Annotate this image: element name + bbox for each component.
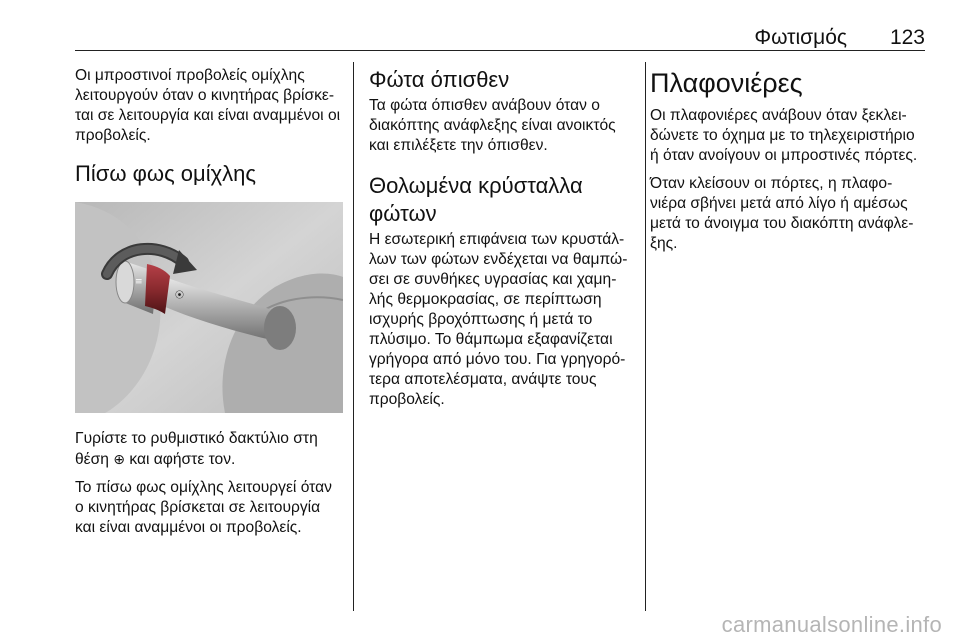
courtesy-lights-text-2: Όταν κλείσουν οι πόρτες, η πλαφο-νιέρα σβήνει μετά από λίγο ή αμέσως μετά το άνοιγμα του διακόπτη ανάφλε-ξης. [650,175,914,252]
watermark: carmanualsonline.info [721,612,942,637]
svg-text:⦿: ⦿ [175,291,185,301]
rear-fog-figure [75,202,343,413]
column-3 [650,66,926,254]
front-fog-intro: Οι μπροστινοί προβολείς ομίχλης λειτουργούν όταν ο κινητήρας βρίσκε-ται σε λειτουργία και είναι αναμμένοι οι προβολείς. [75,67,341,144]
section-title: Φωτισμός [754,26,847,49]
courtesy-lights-heading: Πλαφονιέρες [650,68,803,98]
page-number: 123 [889,26,925,49]
rear-fog-lamp-stalk-icon [75,202,343,413]
rear-fog-body: Το πίσω φως ομίχλης λειτουργεί όταν ο κινητήρας βρίσκεται σε λειτουργία και είναι αναμμένοι οι προβολείς. [75,479,332,536]
page-header [75,26,925,50]
rear-fog-instruction: Γυρίστε το ρυθμιστικό δακτύλιο στη θέση ⊕ και αφήστε τον. [75,430,318,468]
column-1 [75,66,343,538]
reversing-lights-heading: Φώτα όπισθεν [369,67,510,92]
header-rule [75,50,925,51]
fogged-lenses-heading: Θολωμένα κρύσταλλα φώτων [369,173,583,226]
svg-text:≡: ≡ [135,277,143,287]
column-divider-1 [353,62,354,611]
column-divider-2 [645,62,646,611]
rear-fog-heading: Πίσω φως ομίχλης [75,161,256,186]
reversing-lights-text: Τα φώτα όπισθεν ανάβουν όταν ο διακόπτης ανάφλεξης είναι ανοικτός και επιλέξετε την όπισθεν. [369,97,616,154]
fogged-lenses-text: Η εσωτερική επιφάνεια των κρυστάλ-λων των φώτων ενδέχεται να θαμπώ-σει σε συνθήκες υγρασίας και χαμη-λής θερμοκρασίας, σε περίπτωση ισχυρής βροχόπτωσης ή μετά το πλύσιμο. Το θάμπωμα εξαφανίζεται γρήγορα από μόνο του. Για γρηγορό-τερα αποτελέσματα, ανάψτε τους προβολείς. [369,231,628,408]
column-2 [369,66,635,410]
courtesy-lights-text-1: Οι πλαφονιέρες ανάβουν όταν ξεκλει-δώνετε το όχημα με το τηλεχειριστήριο ή όταν ανοίγουν οι μπροστινές πόρτες. [650,107,918,164]
rear-fog-symbol-icon: ⊕ [113,451,125,467]
